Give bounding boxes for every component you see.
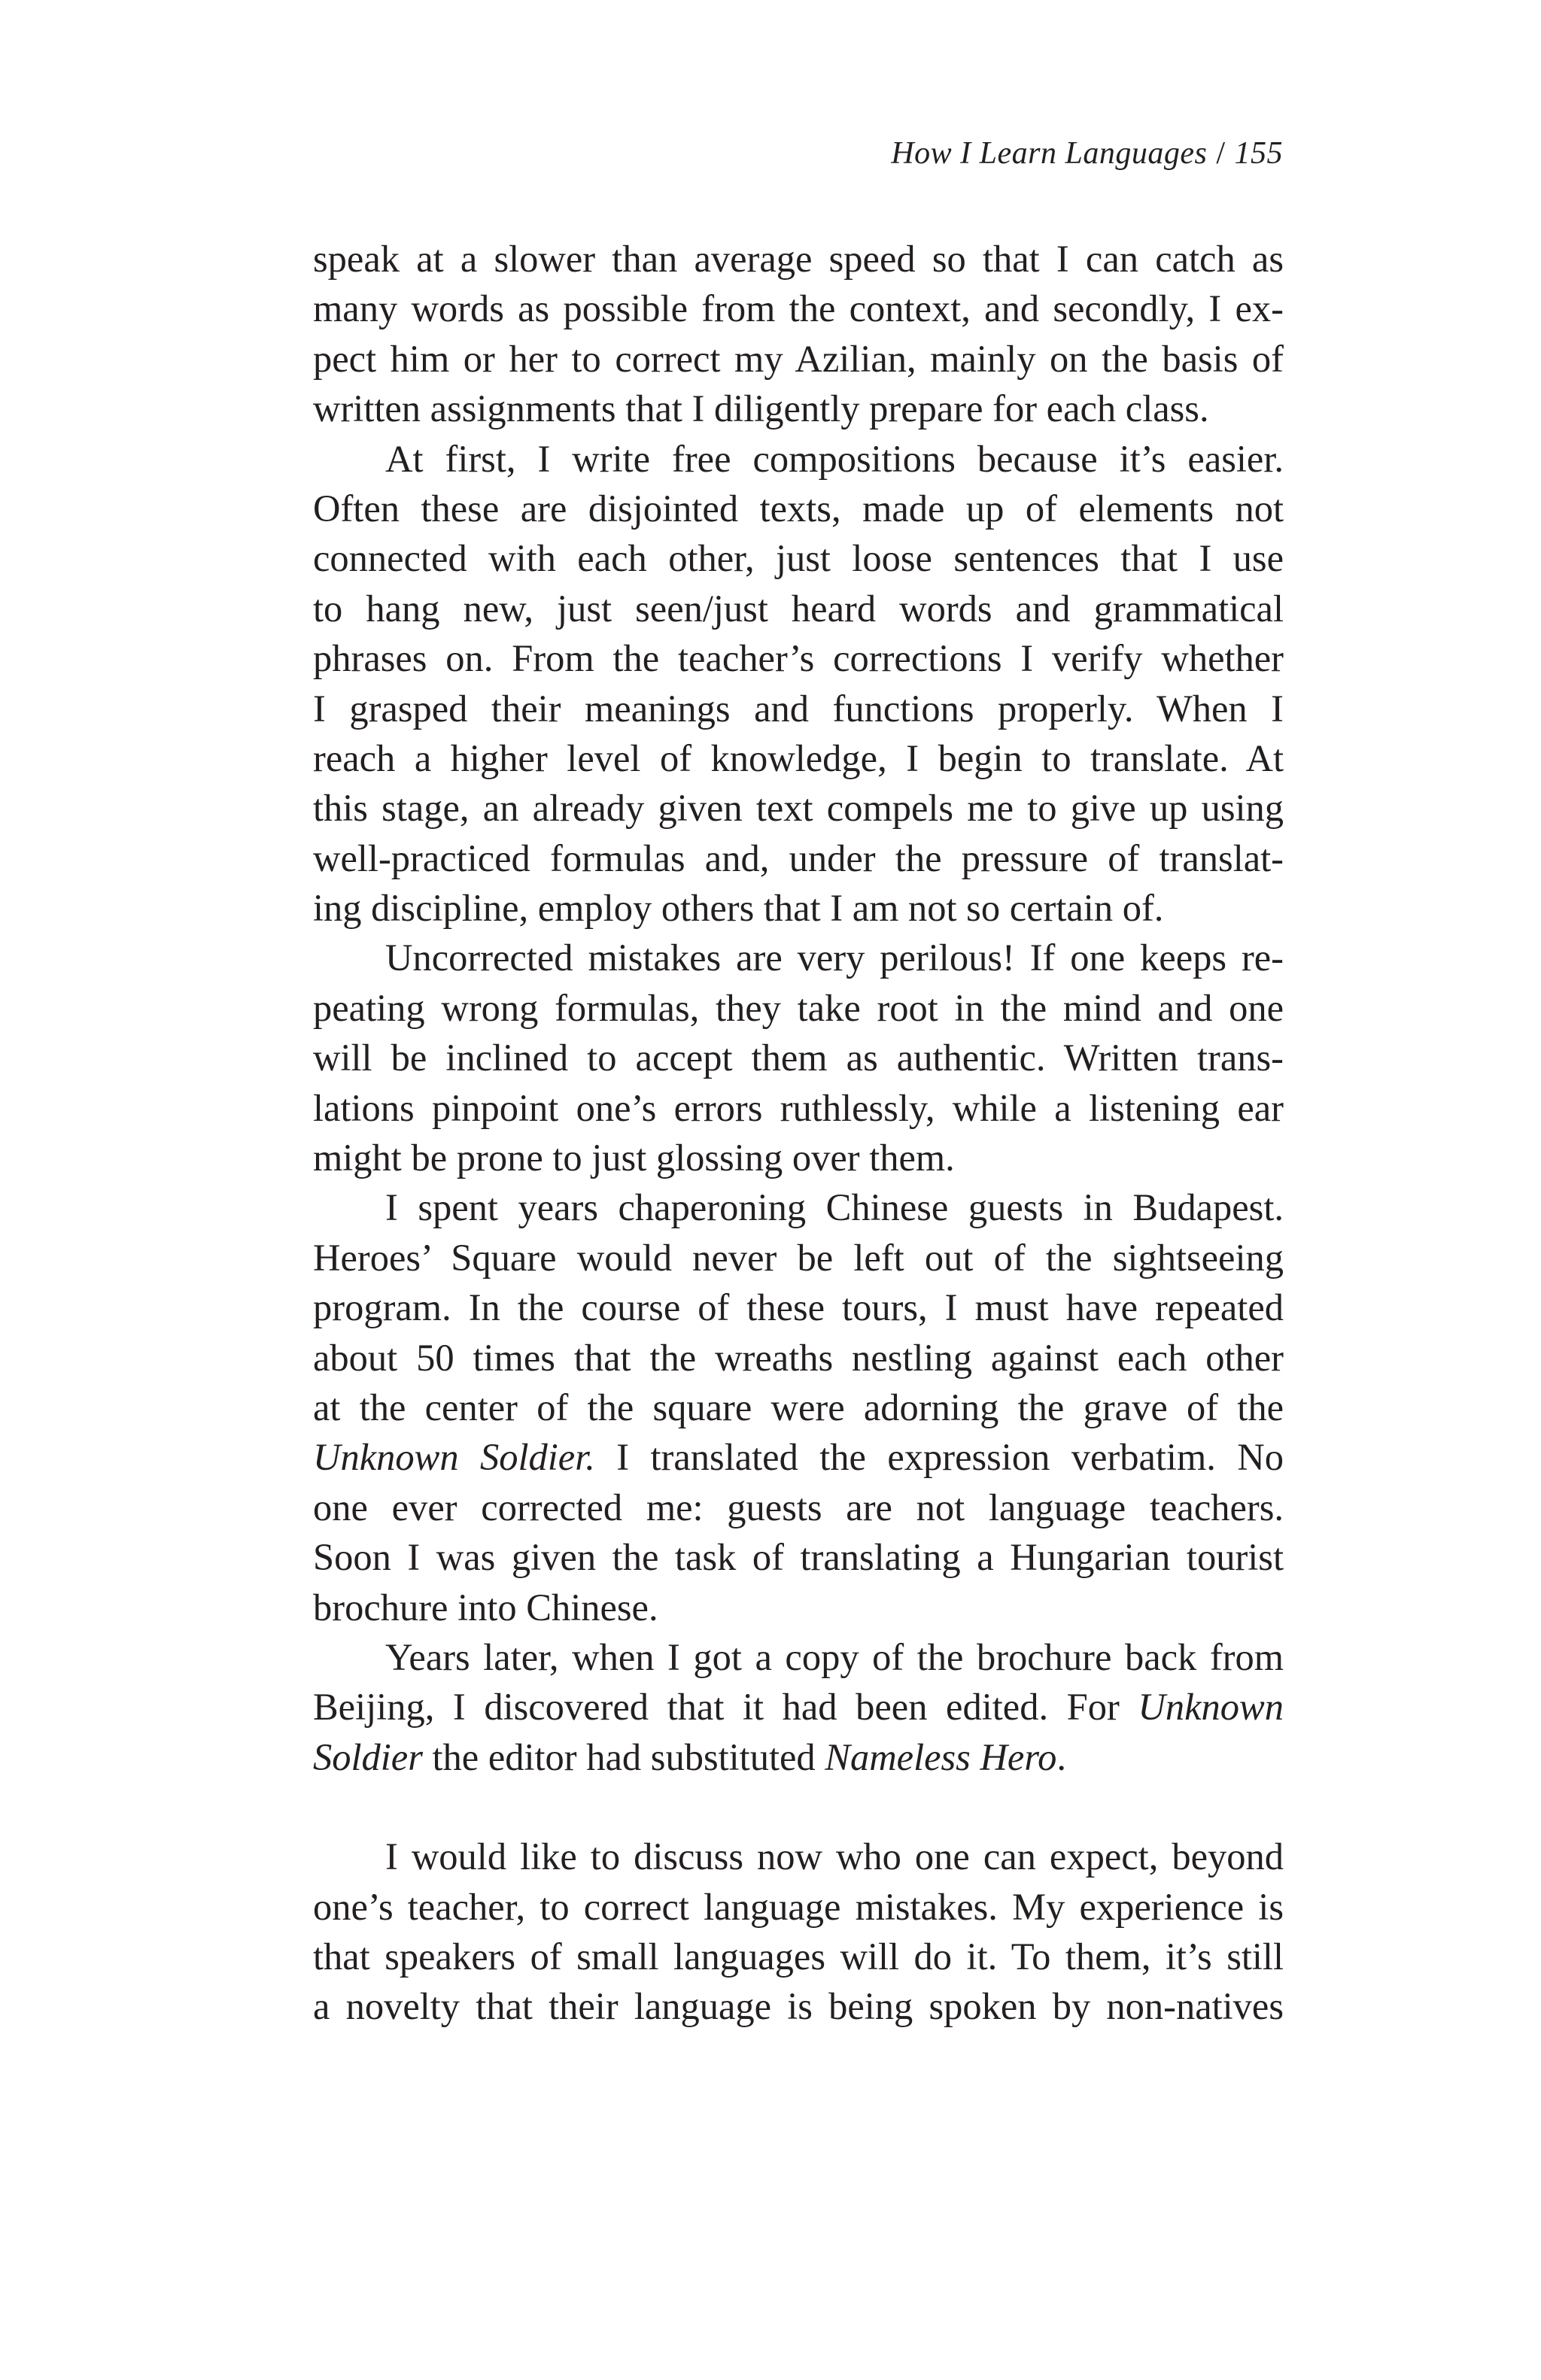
text-line bbox=[313, 1732, 1284, 1782]
running-head-separator: / bbox=[1216, 136, 1226, 171]
text-line: Often these are disjointed texts, made up of elements not bbox=[313, 487, 1284, 530]
text-line: well-practiced formulas and, under the pressure of translat- bbox=[313, 836, 1284, 879]
italic-unknown: Unknown bbox=[1138, 1686, 1284, 1729]
text-line: Heroes’ Square would never be left out of the sightseeing bbox=[313, 1236, 1284, 1279]
paragraph-3 bbox=[313, 933, 1284, 1182]
text-line: might be prone to just glossing over them. bbox=[313, 1137, 955, 1179]
text-line: connected with each other, just loose sentences that I use bbox=[313, 537, 1284, 580]
paragraph-6 bbox=[313, 1832, 1284, 2032]
text-run: Beijing, I discovered that it had been edited. For bbox=[313, 1686, 1138, 1729]
text-line: at the center of the square were adorning the grave of the bbox=[313, 1386, 1284, 1428]
text-line: I grasped their meanings and functions properly. When I bbox=[313, 687, 1284, 730]
paragraph-1 bbox=[313, 234, 1284, 434]
paragraph-4 bbox=[313, 1182, 1284, 1632]
text-run: the editor had substituted bbox=[422, 1735, 825, 1778]
italic-nameless-hero: Nameless Hero bbox=[825, 1735, 1057, 1778]
text-line: one ever corrected me: guests are not language teachers. bbox=[313, 1486, 1284, 1528]
text-line: reach a higher level of knowledge, I begin to translate. At bbox=[313, 736, 1284, 779]
running-head bbox=[828, 131, 1283, 176]
text-line: Uncorrected mistakes are very perilous! If one keeps re- bbox=[385, 937, 1284, 979]
paragraph-5 bbox=[313, 1632, 1284, 1782]
text-line: about 50 times that the wreaths nestling against each other bbox=[313, 1336, 1284, 1379]
text-line: phrases on. From the teacher’s corrections I verify whether bbox=[313, 637, 1284, 680]
text-line: Soon I was given the task of translating a Hungarian tourist bbox=[313, 1536, 1284, 1579]
text-line: ing discipline, employ others that I am not so certain of. bbox=[313, 887, 1164, 930]
text-line: this stage, an already given text compels me to give up using bbox=[313, 787, 1284, 830]
text-line: At first, I write free compositions because it’s easier. bbox=[385, 437, 1284, 480]
text-line: I would like to discuss now who one can expect, beyond bbox=[385, 1835, 1284, 1878]
text-line: Years later, when I got a copy of the brochure back from bbox=[385, 1635, 1284, 1678]
text-line: a novelty that their language is being spoken by non-natives bbox=[313, 1985, 1284, 2028]
text-line: I spent years chaperoning Chinese guests in Budapest. bbox=[385, 1186, 1284, 1229]
running-head-title: How I Learn Languages bbox=[891, 136, 1208, 171]
text-line: peating wrong formulas, they take root in the mind and one bbox=[313, 986, 1284, 1029]
text-run: I translated the expression verbatim. No bbox=[594, 1436, 1284, 1479]
italic-unknown-soldier: Unknown Soldier. bbox=[313, 1436, 595, 1479]
text-line: written assignments that I diligently prepare for each class. bbox=[313, 387, 1209, 430]
text-line: brochure into Chinese. bbox=[313, 1586, 658, 1629]
text-line bbox=[313, 1432, 1284, 1482]
text-line: one’s teacher, to correct language mistakes. My experience is bbox=[313, 1885, 1284, 1928]
text-line: many words as possible from the context, and secondly, I ex- bbox=[313, 287, 1284, 330]
text-line bbox=[313, 1682, 1284, 1732]
text-line: that speakers of small languages will do it. To them, it’s still bbox=[313, 1935, 1284, 1978]
text-line: lations pinpoint one’s errors ruthlessly, while a listening ear bbox=[313, 1086, 1284, 1129]
italic-soldier: Soldier bbox=[313, 1735, 423, 1778]
paragraph-2 bbox=[313, 434, 1284, 933]
page-number: 155 bbox=[1234, 136, 1283, 171]
text-line: to hang new, just seen/just heard words and grammatical bbox=[313, 587, 1284, 630]
text-line: will be inclined to accept them as authentic. Written trans- bbox=[313, 1037, 1284, 1079]
text-line: program. In the course of these tours, I must have repeated bbox=[313, 1286, 1284, 1329]
text-line: pect him or her to correct my Azilian, mainly on the basis of bbox=[313, 337, 1284, 380]
text-line: speak at a slower than average speed so that I can catch as bbox=[313, 238, 1284, 280]
body-text bbox=[313, 234, 1284, 2032]
text-run: . bbox=[1056, 1735, 1066, 1778]
